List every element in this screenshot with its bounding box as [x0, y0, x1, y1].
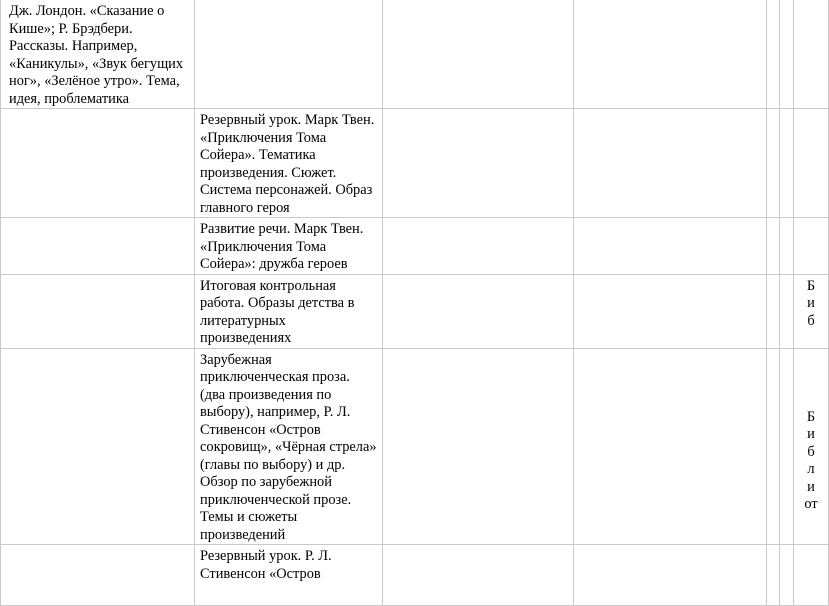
table-row — [1, 109, 829, 218]
table-row — [1, 218, 829, 275]
lesson-topic-alt-text — [195, 0, 382, 3]
table-cell-topic-alt — [195, 274, 383, 348]
table-cell-empty — [574, 109, 767, 218]
table-cell-edge — [794, 348, 829, 545]
table-cell-edge — [794, 109, 829, 218]
table-cell-empty — [780, 0, 794, 109]
lesson-topic-text — [1, 109, 194, 112]
table-cell-topic-alt — [195, 348, 383, 545]
lesson-topic-text — [1, 349, 194, 352]
table-cell-empty — [383, 0, 574, 109]
edge-text — [804, 218, 818, 221]
table-cell-empty — [767, 545, 780, 606]
lesson-topic-text — [1, 545, 194, 548]
lesson-topic-text — [1, 275, 194, 278]
table-cell-empty — [780, 348, 794, 545]
table-cell-topic — [1, 274, 195, 348]
table-row — [1, 274, 829, 348]
table-cell-empty — [767, 109, 780, 218]
table-cell-empty — [767, 0, 780, 109]
lesson-topic-alt-text: Итоговая контрольная работа. Образы детства в литературных произведениях — [200, 277, 355, 346]
table-cell-empty — [383, 218, 574, 275]
table-cell-empty — [767, 274, 780, 348]
table-cell-topic-alt — [195, 218, 383, 275]
lesson-topic-text — [1, 218, 194, 221]
table-cell-empty — [574, 545, 767, 606]
table-cell-edge — [794, 274, 829, 348]
edge-text — [804, 545, 818, 548]
table-cell-empty — [574, 218, 767, 275]
table-cell-topic — [1, 218, 195, 275]
table-cell-edge — [794, 218, 829, 275]
table-cell-empty — [780, 274, 794, 348]
edge-text — [804, 0, 818, 3]
table-cell-edge — [794, 0, 829, 109]
edge-text: Библиот — [804, 408, 818, 512]
lesson-topic-alt-text: Резервный урок. Марк Твен. «Приключения Тома Сойера». Тематика произведения. Сюжет. Система персонажей. Образ главного героя — [200, 112, 375, 216]
table-cell-empty — [780, 218, 794, 275]
table-cell-empty — [767, 218, 780, 275]
lesson-topic-text: Дж. Лондон. «Сказание о Кише»; Р. Брэдбери. Рассказы. Например, «Каникулы», «Звук бегущих ног», «Зелёное утро». Тема, идея, проблематика — [9, 3, 184, 107]
table-row — [1, 0, 829, 109]
table-cell-empty — [780, 109, 794, 218]
table-cell-topic-alt — [195, 0, 383, 109]
table-cell-topic — [1, 0, 195, 109]
table-cell-topic — [1, 348, 195, 545]
table-cell-empty — [383, 274, 574, 348]
table-cell-empty — [383, 348, 574, 545]
table-cell-topic-alt — [195, 545, 383, 606]
lesson-topic-alt-text: Развитие речи. Марк Твен. «Приключения Тома Сойера»: дружба героев — [200, 221, 364, 272]
table-cell-topic — [1, 109, 195, 218]
lesson-topic-alt-text: Резервный урок. Р. Л. Стивенсон «Остров — [200, 548, 332, 582]
table-cell-empty — [383, 109, 574, 218]
table-cell-empty — [780, 545, 794, 606]
table-cell-empty — [574, 348, 767, 545]
edge-text — [804, 109, 818, 112]
table-cell-edge — [794, 545, 829, 606]
table-cell-topic — [1, 545, 195, 606]
table-cell-empty — [574, 274, 767, 348]
table-cell-empty — [383, 545, 574, 606]
lesson-topic-alt-text: Зарубежная приключенческая проза. (два произведения по выбору), например, Р. Л. Стивенсон «Остров сокровищ», «Чёрная стрела» (главы по выбору) и др. Обзор по зарубежной приключенческой прозе. Темы и сюжеты произведений — [200, 351, 377, 543]
edge-text: Биб — [806, 277, 816, 329]
table-cell-empty — [767, 348, 780, 545]
table-cell-topic-alt — [195, 109, 383, 218]
table-cell-empty — [574, 0, 767, 109]
table-row — [1, 545, 829, 606]
table-row — [1, 348, 829, 545]
